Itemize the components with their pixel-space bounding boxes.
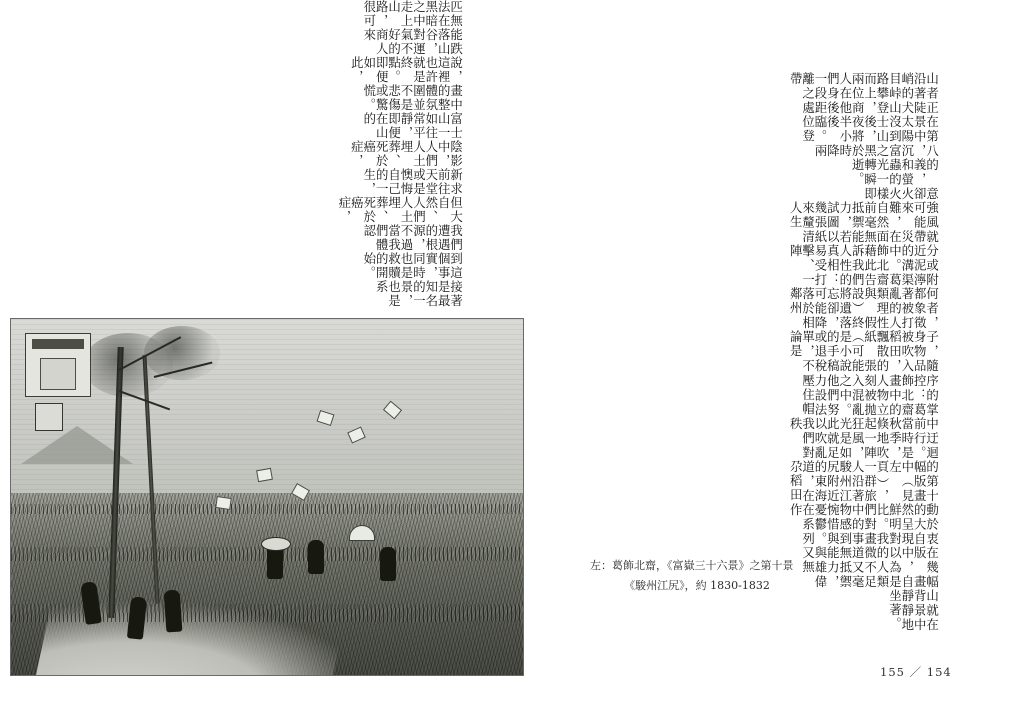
- artwork-foliage-2: [144, 326, 220, 380]
- left-page-body-text: [62, 0, 510, 308]
- artwork-grass-band-1: [11, 504, 523, 514]
- artwork-signature-seal: [35, 403, 63, 431]
- artwork-flying-hat: [349, 525, 375, 541]
- caption-line-2: 《駿州江尻》，約 1830-1832: [624, 579, 770, 593]
- artwork-flying-paper-6: [215, 496, 232, 510]
- right-page-line: 何者，都象徵著被打亂的人類理性與假設）終將遺落忘卻，可能降落於相鄰州: [788, 287, 940, 331]
- left-page-line: 匹無法在黑暗之中走上山路，很可: [361, 0, 464, 28]
- right-page-line: 序的掌控：葛飾北齋畫中的人物立刻被拋入混亂之中。他們努力設法壓住帽: [800, 373, 940, 417]
- artwork-traveller-6: [380, 547, 396, 581]
- left-page-line: 陰影中，人們人土埋葬、死於癌症，: [349, 140, 464, 168]
- artwork-cartouche-panel: [40, 358, 76, 390]
- artwork-title-cartouche: [25, 333, 91, 397]
- right-page-body-text: [566, 72, 986, 632]
- left-page-line: 畫中的整體氛圍並不是悲傷或驚慌。: [361, 84, 464, 112]
- right-page-line: 子，隨身物品被吹入稻田，飄散的紙張（可能是小說的手稿或退稅單，不論是: [788, 330, 940, 374]
- left-page-line: 新求前往天堂或是懊悔自己的一生，: [361, 168, 464, 196]
- left-page-line: 我們遭遇的根源，不過當我們體認: [361, 224, 464, 252]
- left-page-line: 但大自然、人們人土埋葬、死於癌症，: [336, 196, 464, 224]
- artwork-traveller-4: [267, 543, 283, 579]
- right-page-line: 的意義，卻和螢火蟲的火光一樣轉瞬即逝。: [850, 158, 940, 202]
- left-page-line: 說，這裡也許就是終點。即便如此，: [349, 56, 464, 84]
- left-page-line: 能跌落山谷，對運氣不好的商人來: [361, 28, 464, 56]
- left-page-line: 富士山一如往常平靜，即便在山的: [361, 112, 464, 140]
- page-number: 155 ／ 154: [880, 665, 952, 679]
- right-page-line: 動於衷的大自然呈現鮮明對比。我們對畫中的事物感到惋惜與憂鬱。在系列作: [788, 502, 940, 546]
- right-page-line: 強風就可能帶來災難，在自然面前毫無抵禦能力，若試圖以幾張紙來釐清人生: [788, 201, 940, 245]
- right-page-line: 中迂迴前行。當時是秋季，倏地吹起一陣狂風，光是如此就足以吹亂我們對秩: [788, 416, 940, 460]
- artwork-traveller-3: [163, 589, 182, 632]
- figure-caption: [590, 556, 850, 597]
- artwork-traveller-5: [308, 540, 324, 574]
- right-page-line: 在第八景中，太陽沉沒到富士山之後，黑夜將於半小時後降臨。兩位登: [800, 115, 940, 159]
- artwork-cartouche-band: [32, 339, 84, 349]
- left-page-line: 到這個事實，同時也是救贖的開始。: [361, 252, 464, 280]
- caption-line-1: 左：葛飾北齋，《富嶽三十六景》之第十景: [590, 559, 794, 572]
- right-page-line: 分或附近泥濘的溝渠中。葛飾北齋藉此告訴我們人性的真相：易受打擊、一陣: [788, 244, 940, 288]
- right-page-line: 山就在背景中靜靜地坐著。: [887, 588, 940, 632]
- left-page-line: 接著是最知名的一景，也是系: [374, 280, 464, 308]
- right-page-line: 在幾幅版畫中，自以為是的人類微不足道又毫無抵禦能力，與雄偉又無: [800, 545, 940, 589]
- right-page-line: 的第十幅版畫中（見左頁），一群旅人沿著駿州江尻附近的東海道，在尕稻田: [788, 459, 940, 503]
- artwork-flying-paper-4: [256, 467, 273, 481]
- artwork-image: [10, 318, 524, 676]
- right-page-line: 山者正沿著陡峭的犬目峠山路攀登而上，兩位商人在他們身後一段距離之處帶: [788, 71, 940, 116]
